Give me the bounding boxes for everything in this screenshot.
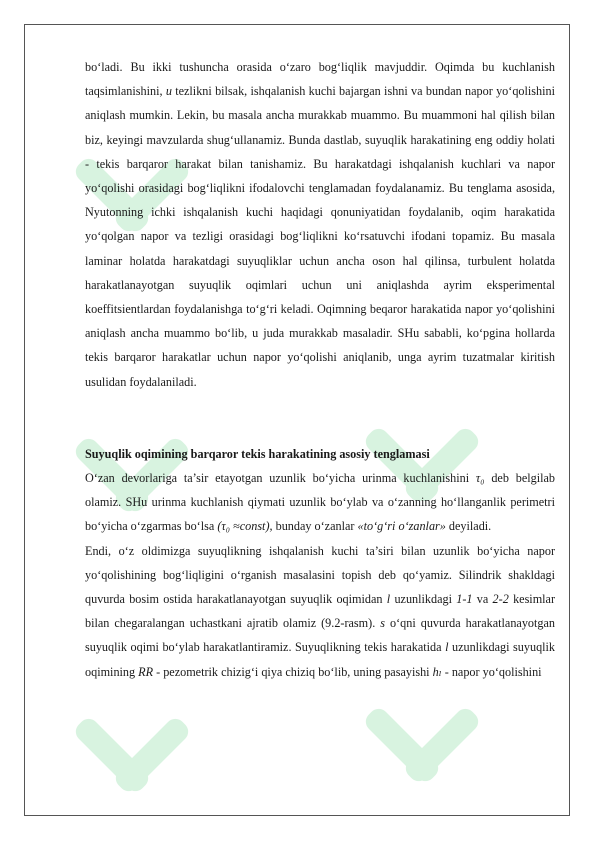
text-run: uzunlikdagi suyuqlik oqimining [85,640,556,679]
paragraph-pipe [85,539,555,684]
text-run: Endi, o‘z oldimizga suyuqlikning ishqalanish kuchi ta’siri bilan uzunlik bo‘yicha napor yo‘qolishining bog‘liqligini o‘rganish masalasini topish deb qo‘yamiz. Silindrik shakldagi quvurda bosim ostida harakatlanayotgan suyuqlik oqimidan [85,543,555,607]
var-s: s [380,616,386,631]
text-run: bo‘ladi. Bu ikki tushuncha orasida o‘zaro bog‘liqlik mavjuddir. Oqimda bu kuchlanish taqsimlanishini, [85,60,555,99]
text-run: deb belgilab olamiz. SHu urinma kuchlanish qiymati uzunlik bo‘ylab va o‘zanning ho‘llanganlik perimetri bo‘yicha o‘zgarmas bo‘lsa [85,471,555,534]
section-heading: Suyuqlik oqimining barqaror tekis harakatining asosiy tenglamasi [85,446,430,461]
spacer [85,394,555,442]
section-1-1: 1-1 [456,592,473,607]
text-run: kesimlar bilan chegaralangan uchastkani ajratib olamiz (9.2-rasm). [85,592,556,631]
text-run: deyiladi. [448,519,492,534]
var-l: l [386,592,391,607]
text-run: va [476,592,489,607]
quoted-term: «to‘g‘ri o‘zanlar» [357,519,446,534]
paragraph-tau [85,466,555,539]
var-hl: hₗ [432,664,442,679]
var-rr: RR [138,664,154,679]
var-tau: τ₀ [475,471,485,486]
var-u: u [165,84,172,99]
document-body [85,55,555,684]
text-run: - napor yo‘qolishini [444,664,542,679]
text-run: o‘qni quvurda harakatlanayotgan suyuqlik oqimi bo‘ylab harakatlantiramiz. Suyuqlikning tekis harakatida [85,616,555,655]
text-run: - pezometrik chizig‘i qiya chiziq bo‘lib, uning pasayishi [156,664,430,679]
const-expression: (τ₀ ≈const), [217,519,273,534]
paragraph-intro [85,55,555,394]
text-run: uzunlikdagi [394,592,452,607]
text-run: O‘zan devorlariga ta’sir etayotgan uzunlik bo‘yicha urinma kuchlanishini [85,471,470,486]
section-2-2: 2-2 [492,592,509,607]
var-l: l [445,640,449,655]
text-run: tezlikni bilsak, ishqalanish kuchi bajargan ishni va bundan napor yo‘qolishini aniqlash mumkin. Lekin, bu masala ancha murakkab muammo. Bu muammoni hal qilish bilan biz, keyingi mavzularda shug‘ullanamiz. Bunda dastlab, suyuqlik harakatining eng oddiy holati - tekis barqaror harakat bilan tanishamiz. Bu harakatdagi ishqalanish kuchlari va napor yo‘qolishi orasidagi bog‘liqlikni ifodalovchi tenglamadan foydalanamiz. Bu tenglama asosida, Nyutonning ichki ishqalanish kuchi haqidagi qonuniyatidan foydalanib, oqim harakatida yo‘qolgan napor va tezligi orasidagi bog‘liqlikni ko‘rsatuvchi ifodani topamiz. Bu masala laminar holatda harakatdagi suyuqliklar uchun ancha oson hal qilinsa, turbulent holatda harakatlanayotgan suyuqlik oqimlari uchun uni aniqlashda ayrim eksperimental koeffitsientlardan foydalanishga to‘g‘ri keladi. Oqimning beqaror harakatida napor yo‘qolishini aniqlash ancha muammo bo‘lib, u juda murakkab masaladir. SHu sababli, ko‘pgina hollarda tekis barqaror harakatlar uchun napor yo‘qolishi aniqlanib, unga ayrim tuzatmalar kiritish usulidan foydalaniladi. [85,84,555,389]
watermark-logo [370,690,490,800]
text-run: bunday o‘zanlar [275,519,355,534]
watermark-logo [80,700,200,810]
